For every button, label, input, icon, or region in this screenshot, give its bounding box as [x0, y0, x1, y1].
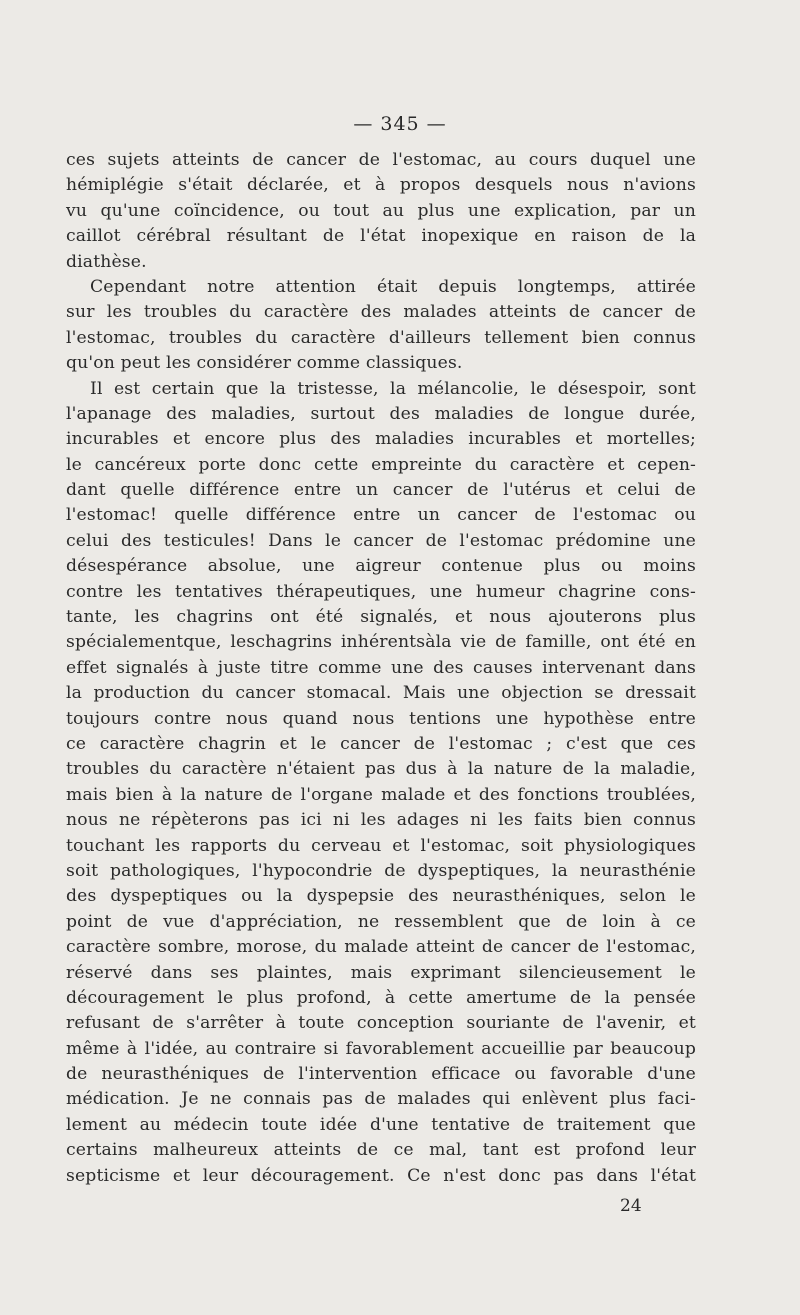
text-line: celui des testicules! Dans le cancer de l'estomac prédomine une	[66, 530, 696, 551]
signature-mark: 24	[620, 1196, 642, 1216]
text-line: vu qu'une coïncidence, ou tout au plus une explication, par un	[66, 200, 696, 221]
text-line: désespérance absolue, une aigreur contenue plus ou moins	[66, 556, 696, 577]
text-line: caractère sombre, morose, du malade atteint de cancer de l'estomac,	[66, 937, 696, 958]
text-line: contre les tentatives thérapeutiques, une humeur chagrine cons-	[66, 581, 696, 602]
text-line: certains malheureux atteints de ce mal, tant est profond leur	[66, 1140, 696, 1161]
text-line: caillot cérébral résultant de l'état inopexique en raison de la	[66, 226, 696, 247]
text-line: tante, les chagrins ont été signalés, et nous ajouterons plus	[66, 607, 696, 628]
text-line: de neurasthéniques de l'intervention efficace ou favorable d'une	[66, 1064, 696, 1085]
text-line: touchant les rapports du cerveau et l'estomac, soit physiologiques	[66, 835, 696, 856]
text-line: médication. Je ne connais pas de malades qui enlèvent plus faci-	[66, 1089, 696, 1110]
text-line: qu'on peut les considérer comme classiques.	[66, 353, 463, 374]
text-line: septicisme et leur découragement. Ce n'est donc pas dans l'état	[66, 1165, 696, 1186]
text-line: effet signalés à juste titre comme une des causes intervenant dans	[66, 657, 696, 678]
text-line: incurables et encore plus des maladies incurables et mortelles;	[66, 429, 696, 450]
text-line: toujours contre nous quand nous tentions une hypothèse entre	[66, 708, 696, 729]
text-line: soit pathologiques, l'hypocondrie de dyspeptiques, la neurasthénie	[66, 860, 696, 881]
text-line: spécialementque, leschagrins inhérentsàla vie de famille, ont été en	[66, 632, 696, 653]
text-line: ce caractère chagrin et le cancer de l'estomac ; c'est que ces	[66, 733, 696, 754]
text-line: nous ne répèterons pas ici ni les adages ni les faits bien connus	[66, 810, 696, 831]
text-line: Il est certain que la tristesse, la mélancolie, le désespoir, sont	[90, 378, 696, 399]
text-line: réservé dans ses plaintes, mais exprimant silencieusement le	[66, 962, 696, 983]
text-line: ces sujets atteints de cancer de l'estomac, au cours duquel une	[66, 150, 696, 170]
text-line: l'apanage des maladies, surtout des maladies de longue durée,	[66, 403, 696, 424]
text-line: l'estomac! quelle différence entre un cancer de l'estomac ou	[66, 505, 696, 526]
text-line: mais bien à la nature de l'organe malade et des fonctions troublées,	[66, 784, 696, 805]
text-line: même à l'idée, au contraire si favorablement accueillie par beaucoup	[66, 1038, 696, 1059]
text-line: lement au médecin toute idée d'une tentative de traitement que	[66, 1114, 696, 1135]
text-line: Cependant notre attention était depuis longtemps, attirée	[90, 276, 696, 297]
text-line: découragement le plus profond, à cette amertume de la pensée	[66, 987, 696, 1008]
text-line: la production du cancer stomacal. Mais une objection se dressait	[66, 683, 696, 704]
text-line: dant quelle différence entre un cancer de l'utérus et celui de	[66, 480, 696, 501]
text-line: hémiplégie s'était déclarée, et à propos desquels nous n'avions	[66, 175, 696, 196]
text-line: refusant de s'arrêter à toute conception souriante de l'avenir, et	[66, 1013, 696, 1034]
page-body-text	[66, 148, 696, 1189]
text-line: point de vue d'appréciation, ne ressemblent que de loin à ce	[66, 911, 696, 932]
text-line: sur les troubles du caractère des malades atteints de cancer de	[66, 302, 696, 323]
text-line: diathèse.	[66, 251, 147, 272]
text-line: troubles du caractère n'étaient pas dus à la nature de la maladie,	[66, 759, 696, 780]
text-line: des dyspeptiques ou la dyspepsie des neurasthéniques, selon le	[66, 886, 696, 907]
text-line: le cancéreux porte donc cette empreinte du caractère et cepen-	[66, 454, 696, 475]
page-number-header: — 345 —	[353, 113, 447, 135]
text-line: l'estomac, troubles du caractère d'ailleurs tellement bien connus	[66, 327, 696, 348]
